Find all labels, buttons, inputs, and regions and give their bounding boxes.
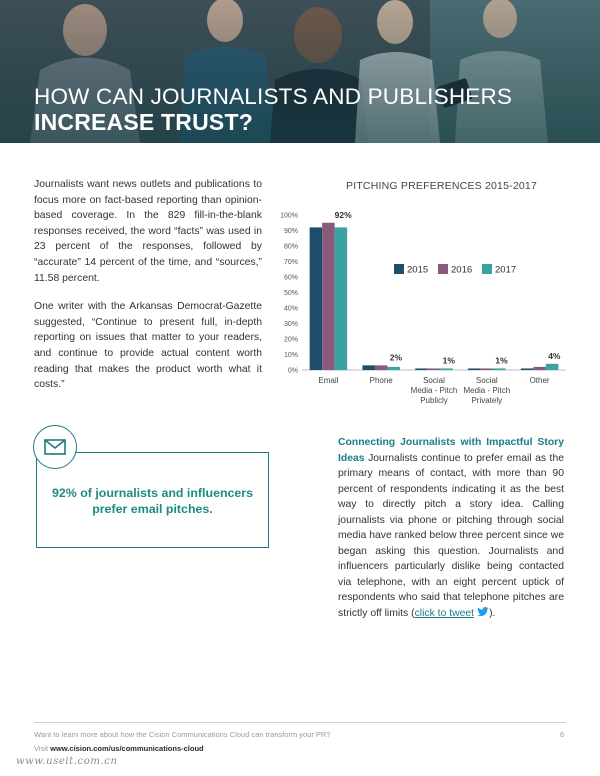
bar-2016: [481, 368, 494, 370]
y-tick-label: 100%: [280, 212, 298, 220]
y-tick-label: 0%: [287, 367, 298, 375]
x-tick-label: Media - Pitch: [463, 386, 511, 395]
y-tick-label: 10%: [283, 352, 298, 359]
x-tick-label: Email: [318, 376, 339, 385]
bar-2017: [546, 364, 559, 370]
data-label: 1%: [442, 355, 455, 366]
legend-label-2016: 2016: [451, 264, 473, 276]
legend-label-2015: 2015: [407, 264, 429, 276]
bar-2017: [387, 367, 400, 370]
bar-2017: [493, 368, 506, 370]
chart-title: PITCHING PREFERENCES 2015-2017: [346, 180, 537, 192]
bar-2015: [415, 368, 428, 370]
data-label: 92%: [334, 209, 352, 220]
legend-swatch-2017: [482, 264, 492, 274]
story-ideas-section: [338, 435, 564, 621]
bar-2015: [521, 368, 534, 370]
intro-text: [34, 177, 262, 406]
page-title-line-2: INCREASE TRUST?: [34, 109, 253, 135]
twitter-icon[interactable]: [477, 607, 489, 617]
x-tick-label: Publicly: [420, 396, 448, 405]
callout-text: 92% of journalists and influencers prefer email pitches.: [51, 486, 254, 516]
bar-2016: [322, 223, 335, 370]
envelope-icon: [33, 425, 77, 469]
y-tick-label: 60%: [283, 274, 298, 282]
x-tick-label: Other: [529, 376, 550, 385]
bar-2015: [468, 368, 481, 370]
page-number: 6: [560, 730, 565, 739]
x-tick-label: Privately: [471, 396, 503, 405]
bar-2016: [533, 367, 546, 370]
x-tick-label: Media - Pitch: [410, 386, 458, 395]
page-title: [34, 84, 512, 136]
data-label: 1%: [495, 355, 508, 366]
intro-paragraph-2: One writer with the Arkansas Democrat-Gazette suggested, “Continue to present full, in-depth reporting on issues that matter to your readers, and continue to provide actual content worth reading that makes the product worth what it costs.”: [34, 301, 262, 391]
y-tick-label: 80%: [283, 243, 298, 251]
y-tick-label: 50%: [283, 290, 298, 297]
footer-question: Want to learn more about how the Cision Communications Cloud can transform your PR?: [34, 730, 331, 739]
bar-2015: [362, 365, 375, 370]
page-title-line-1: HOW CAN JOURNALISTS AND PUBLISHERS: [34, 84, 513, 109]
section-body-tail: ).: [489, 607, 496, 619]
section-body: Journalists continue to prefer email as the primary means of contact, with more than 90 percent of respondents indicating it as the best way to directly pitch a story idea. Calling journalists via phone or pitching through social media have ranked below three percent since we began asking this question. Journalists and influencers particularly dislike being contacted via telephone, with an eight percent uptick of respondents who said that telephone pitches are strictly off limits (: [338, 452, 564, 619]
data-label: 4%: [548, 350, 561, 361]
pitching-preferences-chart: [270, 200, 570, 415]
y-tick-label: 70%: [283, 259, 298, 266]
footer-visit: [34, 744, 204, 753]
data-label: 2%: [389, 352, 403, 363]
y-tick-label: 20%: [283, 336, 298, 344]
x-tick-label: Social: [475, 376, 498, 385]
bar-2017: [440, 368, 453, 370]
intro-paragraph-1: Journalists want news outlets and publications to focus more on fact-based reporting than opinion-based coverage. In the 829 fill-in-the-blank responses received, the word “facts” was used in 23 percent of the responses, followed by “accurate” 14 percent of the time, and “sources,” 11.58 percent.: [34, 179, 262, 284]
legend-swatch-2016: [438, 264, 448, 274]
legend-label-2017: 2017: [495, 264, 517, 276]
x-tick-label: Phone: [369, 376, 393, 385]
y-tick-label: 30%: [283, 321, 298, 328]
y-tick-label: 40%: [283, 305, 298, 313]
x-tick-label: Social: [423, 376, 445, 385]
click-to-tweet-link[interactable]: click to tweet: [414, 607, 475, 619]
bar-2017: [335, 227, 348, 370]
section-heading: Connecting Journalists with Impactful Story Ideas: [338, 437, 564, 464]
footer-divider: [34, 722, 566, 723]
y-tick-label: 90%: [283, 228, 298, 235]
hero-banner: [0, 0, 600, 143]
footer-url-link[interactable]: www.cision.com/us/communications-cloud: [50, 744, 204, 753]
legend-swatch-2015: [394, 264, 404, 274]
bar-2016: [375, 365, 388, 370]
bar-2015: [310, 227, 323, 370]
footer-visit-label: Visit: [34, 744, 51, 753]
bar-2016: [428, 368, 441, 370]
watermark: www.useit.com.cn: [16, 756, 118, 767]
